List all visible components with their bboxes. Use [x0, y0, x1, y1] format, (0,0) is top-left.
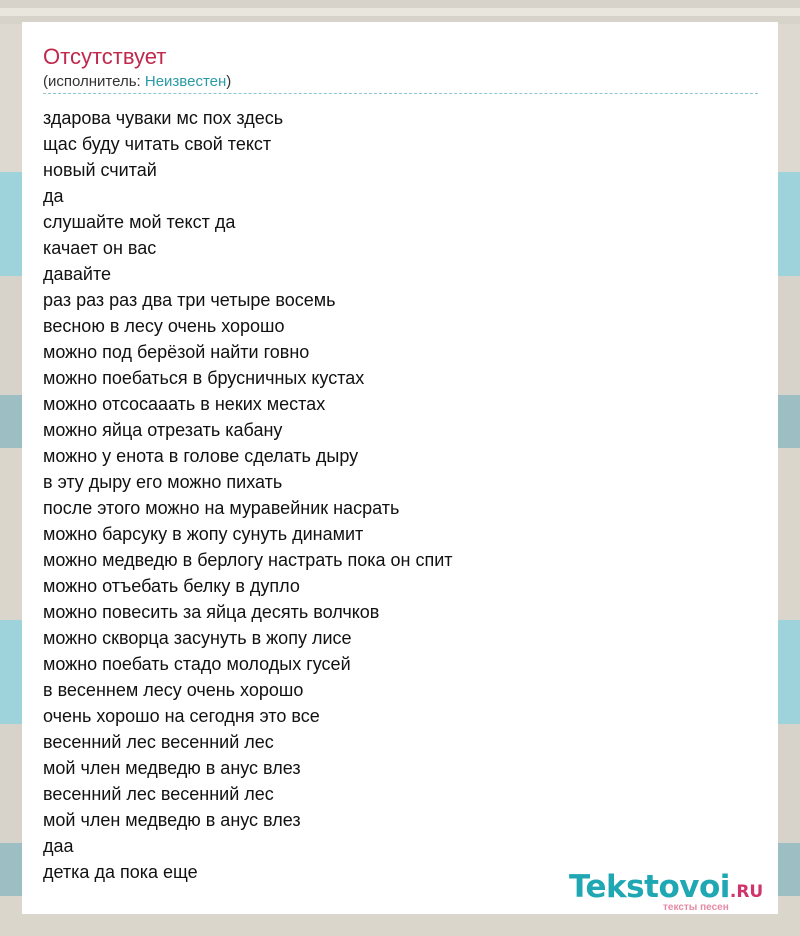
- lyric-line: даа: [43, 836, 74, 856]
- lyrics-card: [22, 22, 778, 914]
- logo-tagline: тексты песен: [663, 902, 729, 913]
- lyric-line: можно повесить за яйца десять волчков: [43, 602, 380, 622]
- lyric-line: можно отъебать белку в дупло: [43, 576, 300, 596]
- lyric-line: слушайте мой текст да: [43, 212, 236, 232]
- lyric-line: щас буду читать свой текст: [43, 134, 272, 154]
- performer-prefix: (исполнитель:: [43, 73, 145, 90]
- lyric-line: весенний лес весенний лес: [43, 784, 274, 804]
- lyric-line: можно поебаться в брусничных кустах: [43, 368, 365, 388]
- site-logo[interactable]: [569, 869, 774, 914]
- lyric-line: давайте: [43, 264, 111, 284]
- lyrics-text: [43, 105, 453, 885]
- performer-suffix: ): [226, 73, 232, 90]
- lyric-line: после этого можно на муравейник насрать: [43, 498, 400, 518]
- lyric-line: мой член медведю в анус влез: [43, 758, 301, 778]
- lyric-line: здарова чуваки мс пох здесь: [43, 108, 284, 128]
- lyric-line: можно яйца отрезать кабану: [43, 420, 283, 440]
- performer-line: [43, 73, 231, 91]
- divider: [43, 93, 758, 94]
- lyric-line: раз раз раз два три четыре восемь: [43, 290, 336, 310]
- lyric-line: весенний лес весенний лес: [43, 732, 274, 752]
- lyric-line: можно под берёзой найти говно: [43, 342, 310, 362]
- lyric-line: новый считай: [43, 160, 157, 180]
- lyric-line: можно поебать стадо молодых гусей: [43, 654, 351, 674]
- lyric-line: можно медведю в берлогу настрать пока он спит: [43, 550, 453, 570]
- lyric-line: в весеннем лесу очень хорошо: [43, 680, 304, 700]
- lyric-line: весною в лесу очень хорошо: [43, 316, 285, 336]
- lyric-line: можно барсуку в жопу сунуть динамит: [43, 524, 364, 544]
- lyric-line: качает он вас: [43, 238, 157, 258]
- lyric-line: детка да пока еще: [43, 862, 198, 882]
- logo-tld: .RU: [729, 882, 764, 902]
- song-title: Отсутствует: [43, 44, 167, 69]
- lyric-line: да: [43, 186, 64, 206]
- lyric-line: мой член медведю в анус влез: [43, 810, 301, 830]
- lyric-line: можно отсосааать в неких местах: [43, 394, 326, 414]
- performer-link[interactable]: Неизвестен: [144, 73, 227, 90]
- lyric-line: можно у енота в голове сделать дыру: [43, 446, 359, 466]
- lyric-line: очень хорошо на сегодня это все: [43, 706, 320, 726]
- lyric-line: в эту дыру его можно пихать: [43, 472, 283, 492]
- logo-brand-text: Tekstovoi: [569, 869, 730, 905]
- lyric-line: можно скворца засунуть в жопу лисе: [43, 628, 352, 648]
